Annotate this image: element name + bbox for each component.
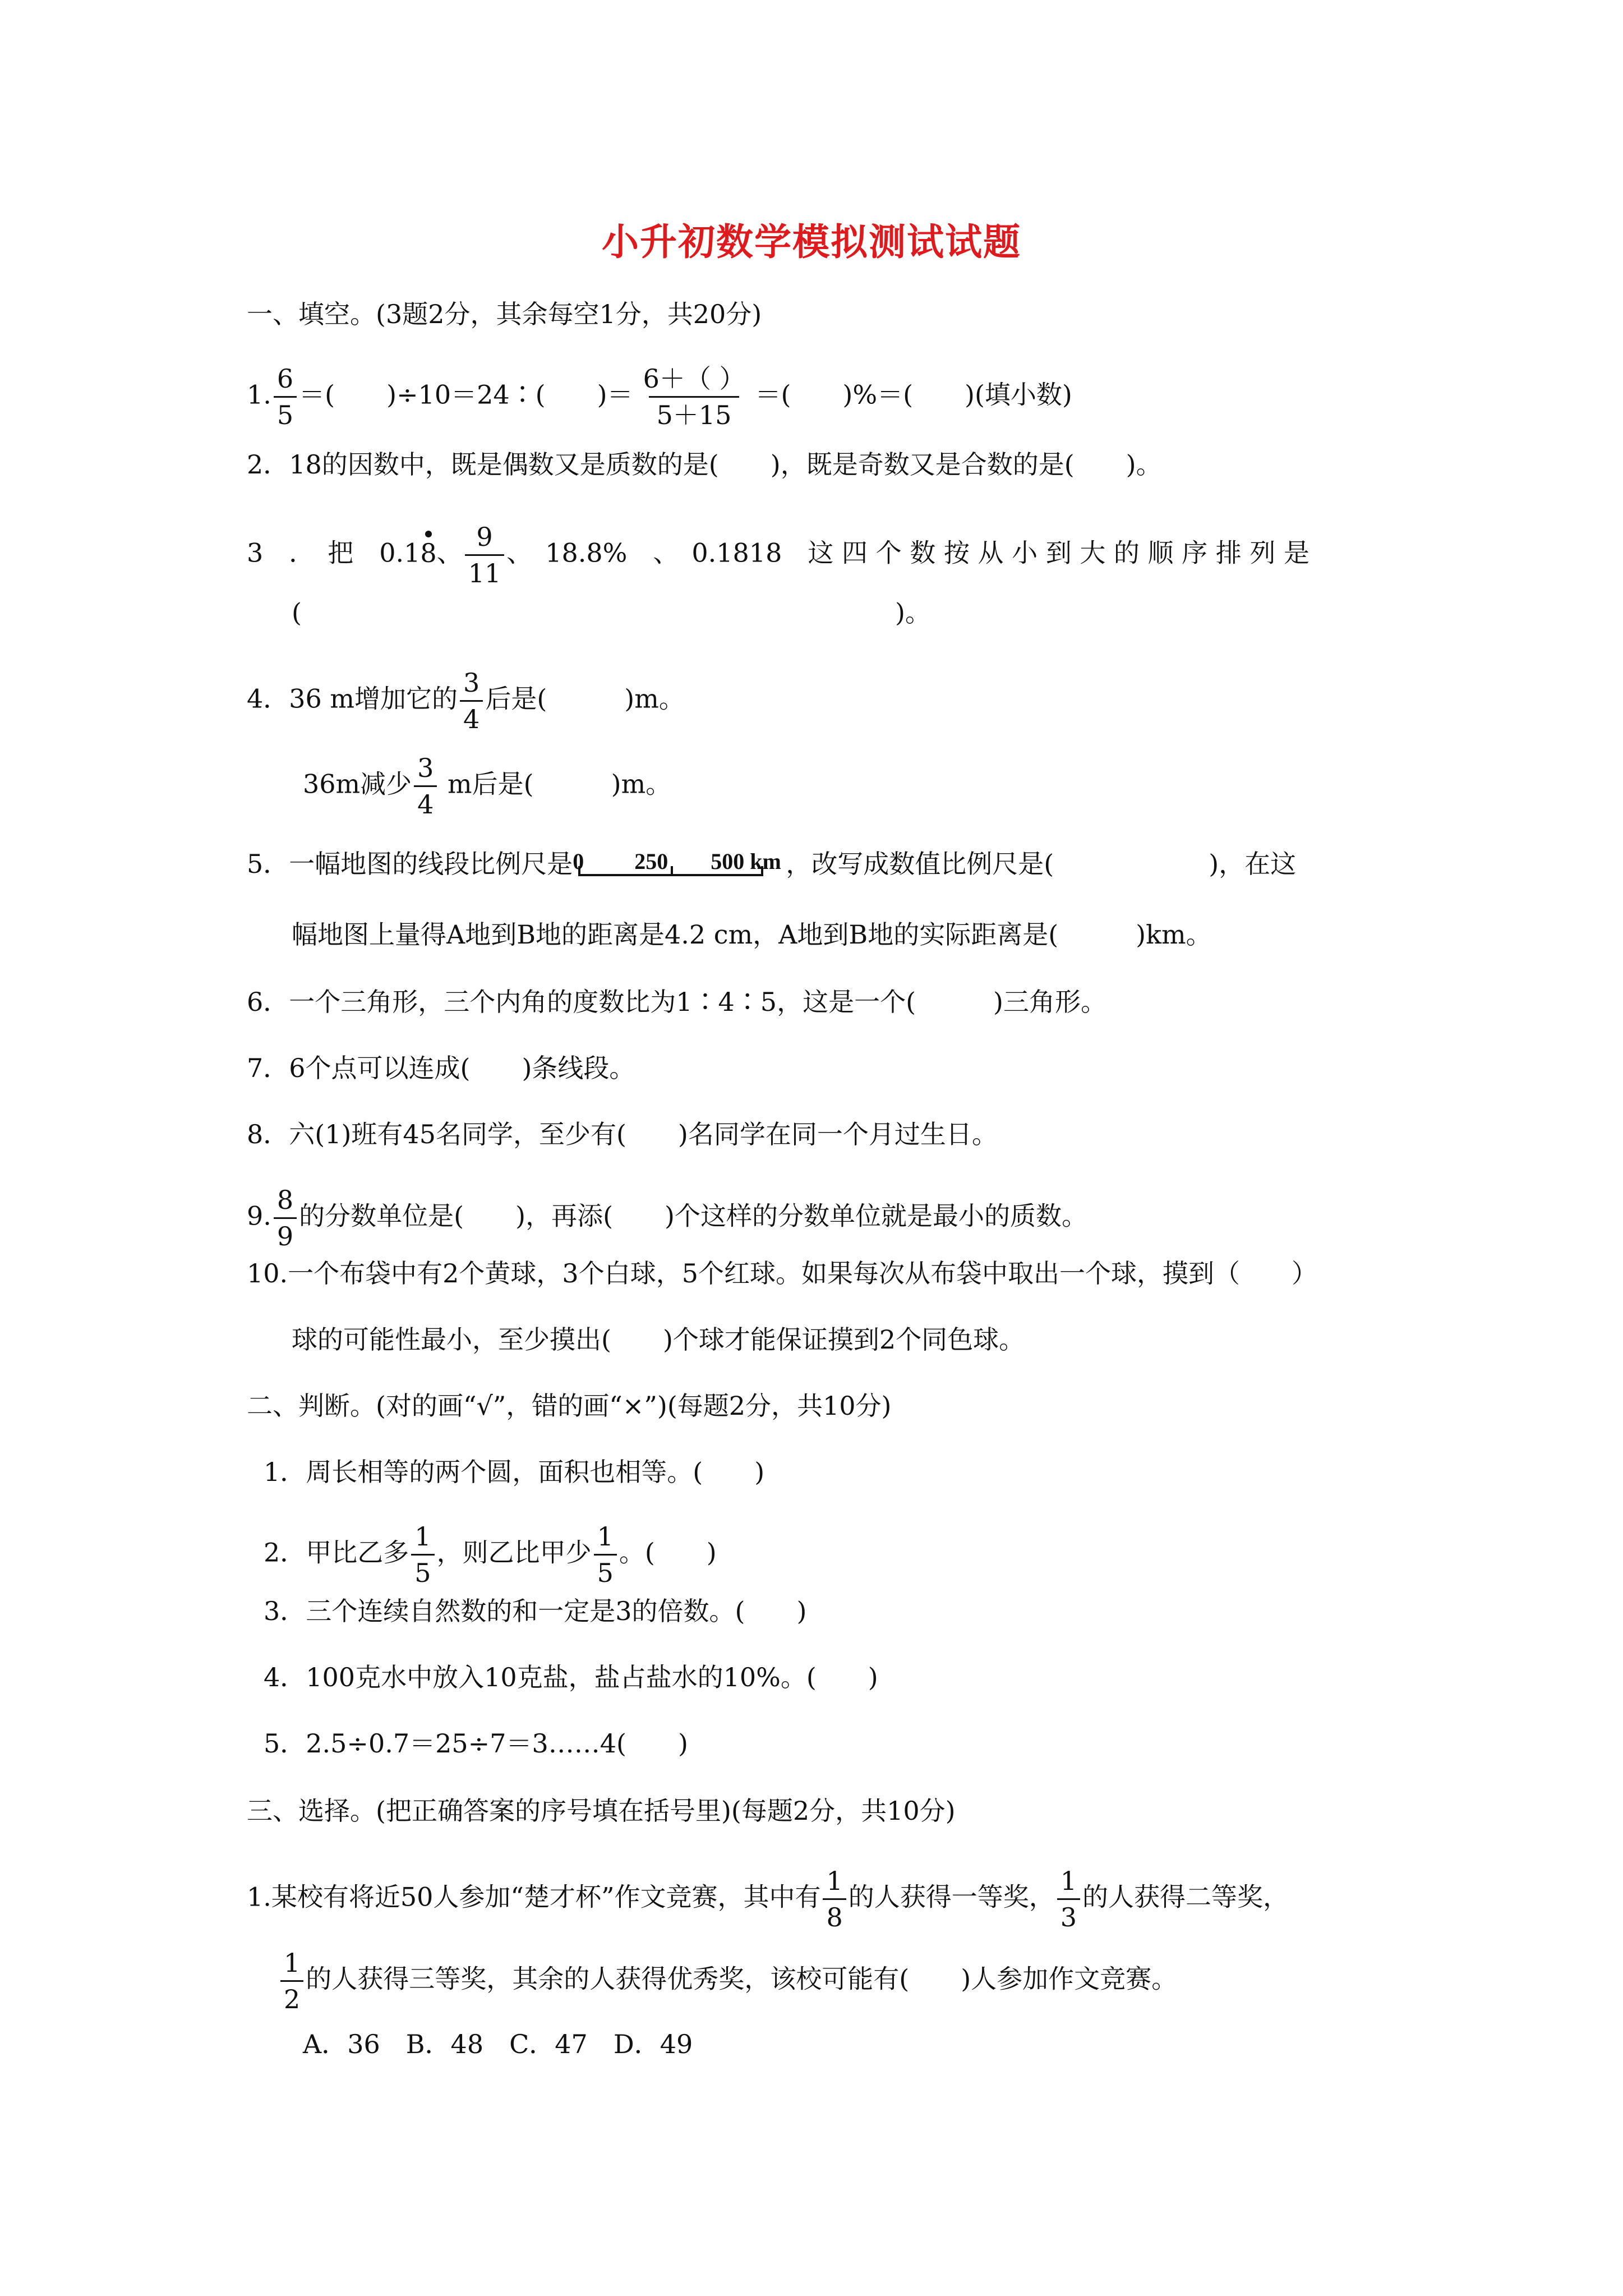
c1-line2-text: 的人获得三等奖，其余的人获得优秀奖，该校可能有( )人参加作文竞赛。 [306, 1963, 1178, 1994]
q3-fraction-numerator: 9 [476, 522, 493, 552]
q4a-fraction [460, 668, 483, 734]
q9-fraction [274, 1185, 297, 1251]
question-1-2: 2．18的因数中，既是偶数又是质数的是( )，既是奇数又是合数的是( )。 [247, 449, 1162, 480]
question-2-1: 1．周长相等的两个圆，面积也相等。( ) [264, 1457, 765, 1487]
q1-fraction-denominator: 5 [274, 396, 297, 430]
j2-fraction-1-numerator: 1 [414, 1521, 431, 1552]
q3-suffix: 、 18.8% 、 0.1818 这 四 个 数 按 从 小 到 大 的 顺 序 排 列 是 [506, 537, 1310, 568]
j2-fraction-1-denominator: 5 [411, 1554, 434, 1588]
scale-tick-250 [671, 866, 673, 875]
question-1-10-line2: 球的可能性最小，至少摸出( )个球才能保证摸到2个同色球。 [292, 1324, 1025, 1355]
q4a-fraction-denominator: 4 [460, 700, 483, 734]
question-1-9 [247, 1185, 1087, 1251]
question-1-7: 7．6个点可以连成( )条线段。 [247, 1053, 635, 1083]
section2-heading: 二、判断。(对的画“√”，错的画“×”)(每题2分，共10分) [247, 1391, 892, 1421]
scale-label-500: 500 km [711, 849, 781, 874]
q4a-prefix: 4．36 m增加它的 [247, 683, 458, 714]
q9-fraction-denominator: 9 [274, 1217, 297, 1251]
question-1-10: 10.一个布袋中有2个黄球，3个白球，5个红球。如果每次从布袋中取出一个球，摸到（ ） [247, 1258, 1317, 1289]
q5-prefix: 5．一幅地图的线段比例尺是 [247, 849, 573, 879]
question-1-5-line2: 幅地图上量得A地到B地的距离是4.2 cm，A地到B地的实际距离是( )km。 [292, 919, 1212, 950]
q4b-prefix: 36m减少 [303, 769, 412, 799]
j2-fraction-2 [594, 1521, 617, 1588]
c1-fraction-1 [823, 1866, 846, 1932]
scale-label-250: 250 [634, 849, 668, 874]
j2-prefix: 2．甲比乙多 [264, 1537, 409, 1568]
q9-fraction-numerator: 8 [276, 1185, 294, 1215]
q5-suffix: ，改写成数值比例尺是( )，在这 [786, 849, 1297, 879]
q3-prefix: 3 ． 把 0.1 [247, 537, 421, 568]
q4a-fraction-numerator: 3 [463, 668, 480, 698]
question-3-1-options: A．36 B．48 C．47 D．49 [303, 2029, 693, 2059]
q4b-fraction-denominator: 4 [414, 785, 437, 820]
c1-suffix: 的人获得二等奖， [1082, 1881, 1289, 1912]
c1-fraction-2 [1057, 1866, 1080, 1932]
q1-fraction [274, 364, 297, 430]
question-1-3 [247, 522, 1310, 588]
q4a-suffix: 后是( )m。 [485, 683, 685, 714]
question-2-5: 5．2.5÷0.7＝25÷7＝3……4( ) [264, 1728, 688, 1759]
question-2-4: 4．100克水中放入10克盐，盐占盐水的10%。( ) [264, 1662, 878, 1692]
j2-fraction-1 [411, 1521, 434, 1588]
c1-fraction-3-denominator: 2 [280, 1980, 303, 2014]
q1-fraction-numerator: 6 [276, 364, 294, 394]
c1-fraction-2-denominator: 3 [1057, 1898, 1080, 1932]
q4b-suffix: m后是( )m。 [439, 769, 672, 799]
q1-suffix: ＝( )%＝( )(填小数) [755, 379, 1072, 410]
question-1-6: 6．一个三角形，三个内角的度数比为1∶4∶5，这是一个( )三角形。 [247, 987, 1106, 1017]
q1-big-denominator: 5＋15 [649, 396, 740, 430]
page-title: 小升初数学模拟测试试题 [602, 220, 1021, 264]
question-2-2 [264, 1521, 717, 1588]
q9-prefix: 9. [247, 1200, 271, 1231]
c1-fraction-3-numerator: 1 [284, 1948, 301, 1978]
q3-separator: 、 [436, 537, 463, 568]
question-1-4a [247, 668, 685, 734]
scale-label-0: 0 [573, 849, 584, 874]
j2-fraction-2-denominator: 5 [594, 1554, 617, 1588]
c1-middle: 的人获得一等奖， [848, 1881, 1055, 1912]
c1-prefix: 1.某校有将近50人参加“楚才杯”作文竞赛，其中有 [247, 1881, 821, 1912]
q3-fraction [465, 522, 505, 588]
question-2-3: 3．三个连续自然数的和一定是3的倍数。( ) [264, 1596, 807, 1626]
c1-fraction-3 [280, 1948, 303, 2014]
q1-big-fraction [635, 364, 753, 430]
j2-fraction-2-numerator: 1 [597, 1521, 614, 1552]
question-1-4b [303, 753, 671, 820]
j2-suffix: 。( ) [619, 1537, 717, 1568]
q1-big-numerator: 6＋（ ） [643, 364, 745, 394]
c1-fraction-1-numerator: 1 [826, 1866, 843, 1896]
q1-prefix: 1. [247, 379, 271, 410]
question-1-3-answer-line: ( )。 [292, 597, 931, 628]
question-1-8: 8．六(1)班有45名同学，至少有( )名同学在同一个月过生日。 [247, 1119, 998, 1149]
q4b-fraction [414, 753, 437, 820]
section3-heading: 三、选择。(把正确答案的序号填在括号里)(每题2分，共10分) [247, 1796, 956, 1826]
c1-fraction-2-numerator: 1 [1060, 1866, 1077, 1896]
c1-fraction-1-denominator: 8 [823, 1898, 846, 1932]
q3-fraction-denominator: 11 [465, 554, 505, 588]
q4b-fraction-numerator: 3 [417, 753, 434, 783]
question-1-5 [247, 847, 1296, 883]
question-3-1-line2 [278, 1948, 1177, 2014]
section1-heading: 一、填空。(3题2分，其余每空1分，共20分) [247, 299, 762, 329]
q1-middle: ＝( )÷10＝24∶( )＝ [299, 379, 633, 410]
q9-suffix: 的分数单位是( )，再添( )个这样的分数单位就是最小的质数。 [299, 1200, 1087, 1231]
question-1-1 [247, 364, 1072, 430]
line-scale-ruler [573, 849, 786, 883]
question-3-1 [247, 1866, 1289, 1932]
q3-repeating-digit: 8 [420, 536, 436, 570]
j2-middle: ，则乙比甲少 [436, 1537, 592, 1568]
